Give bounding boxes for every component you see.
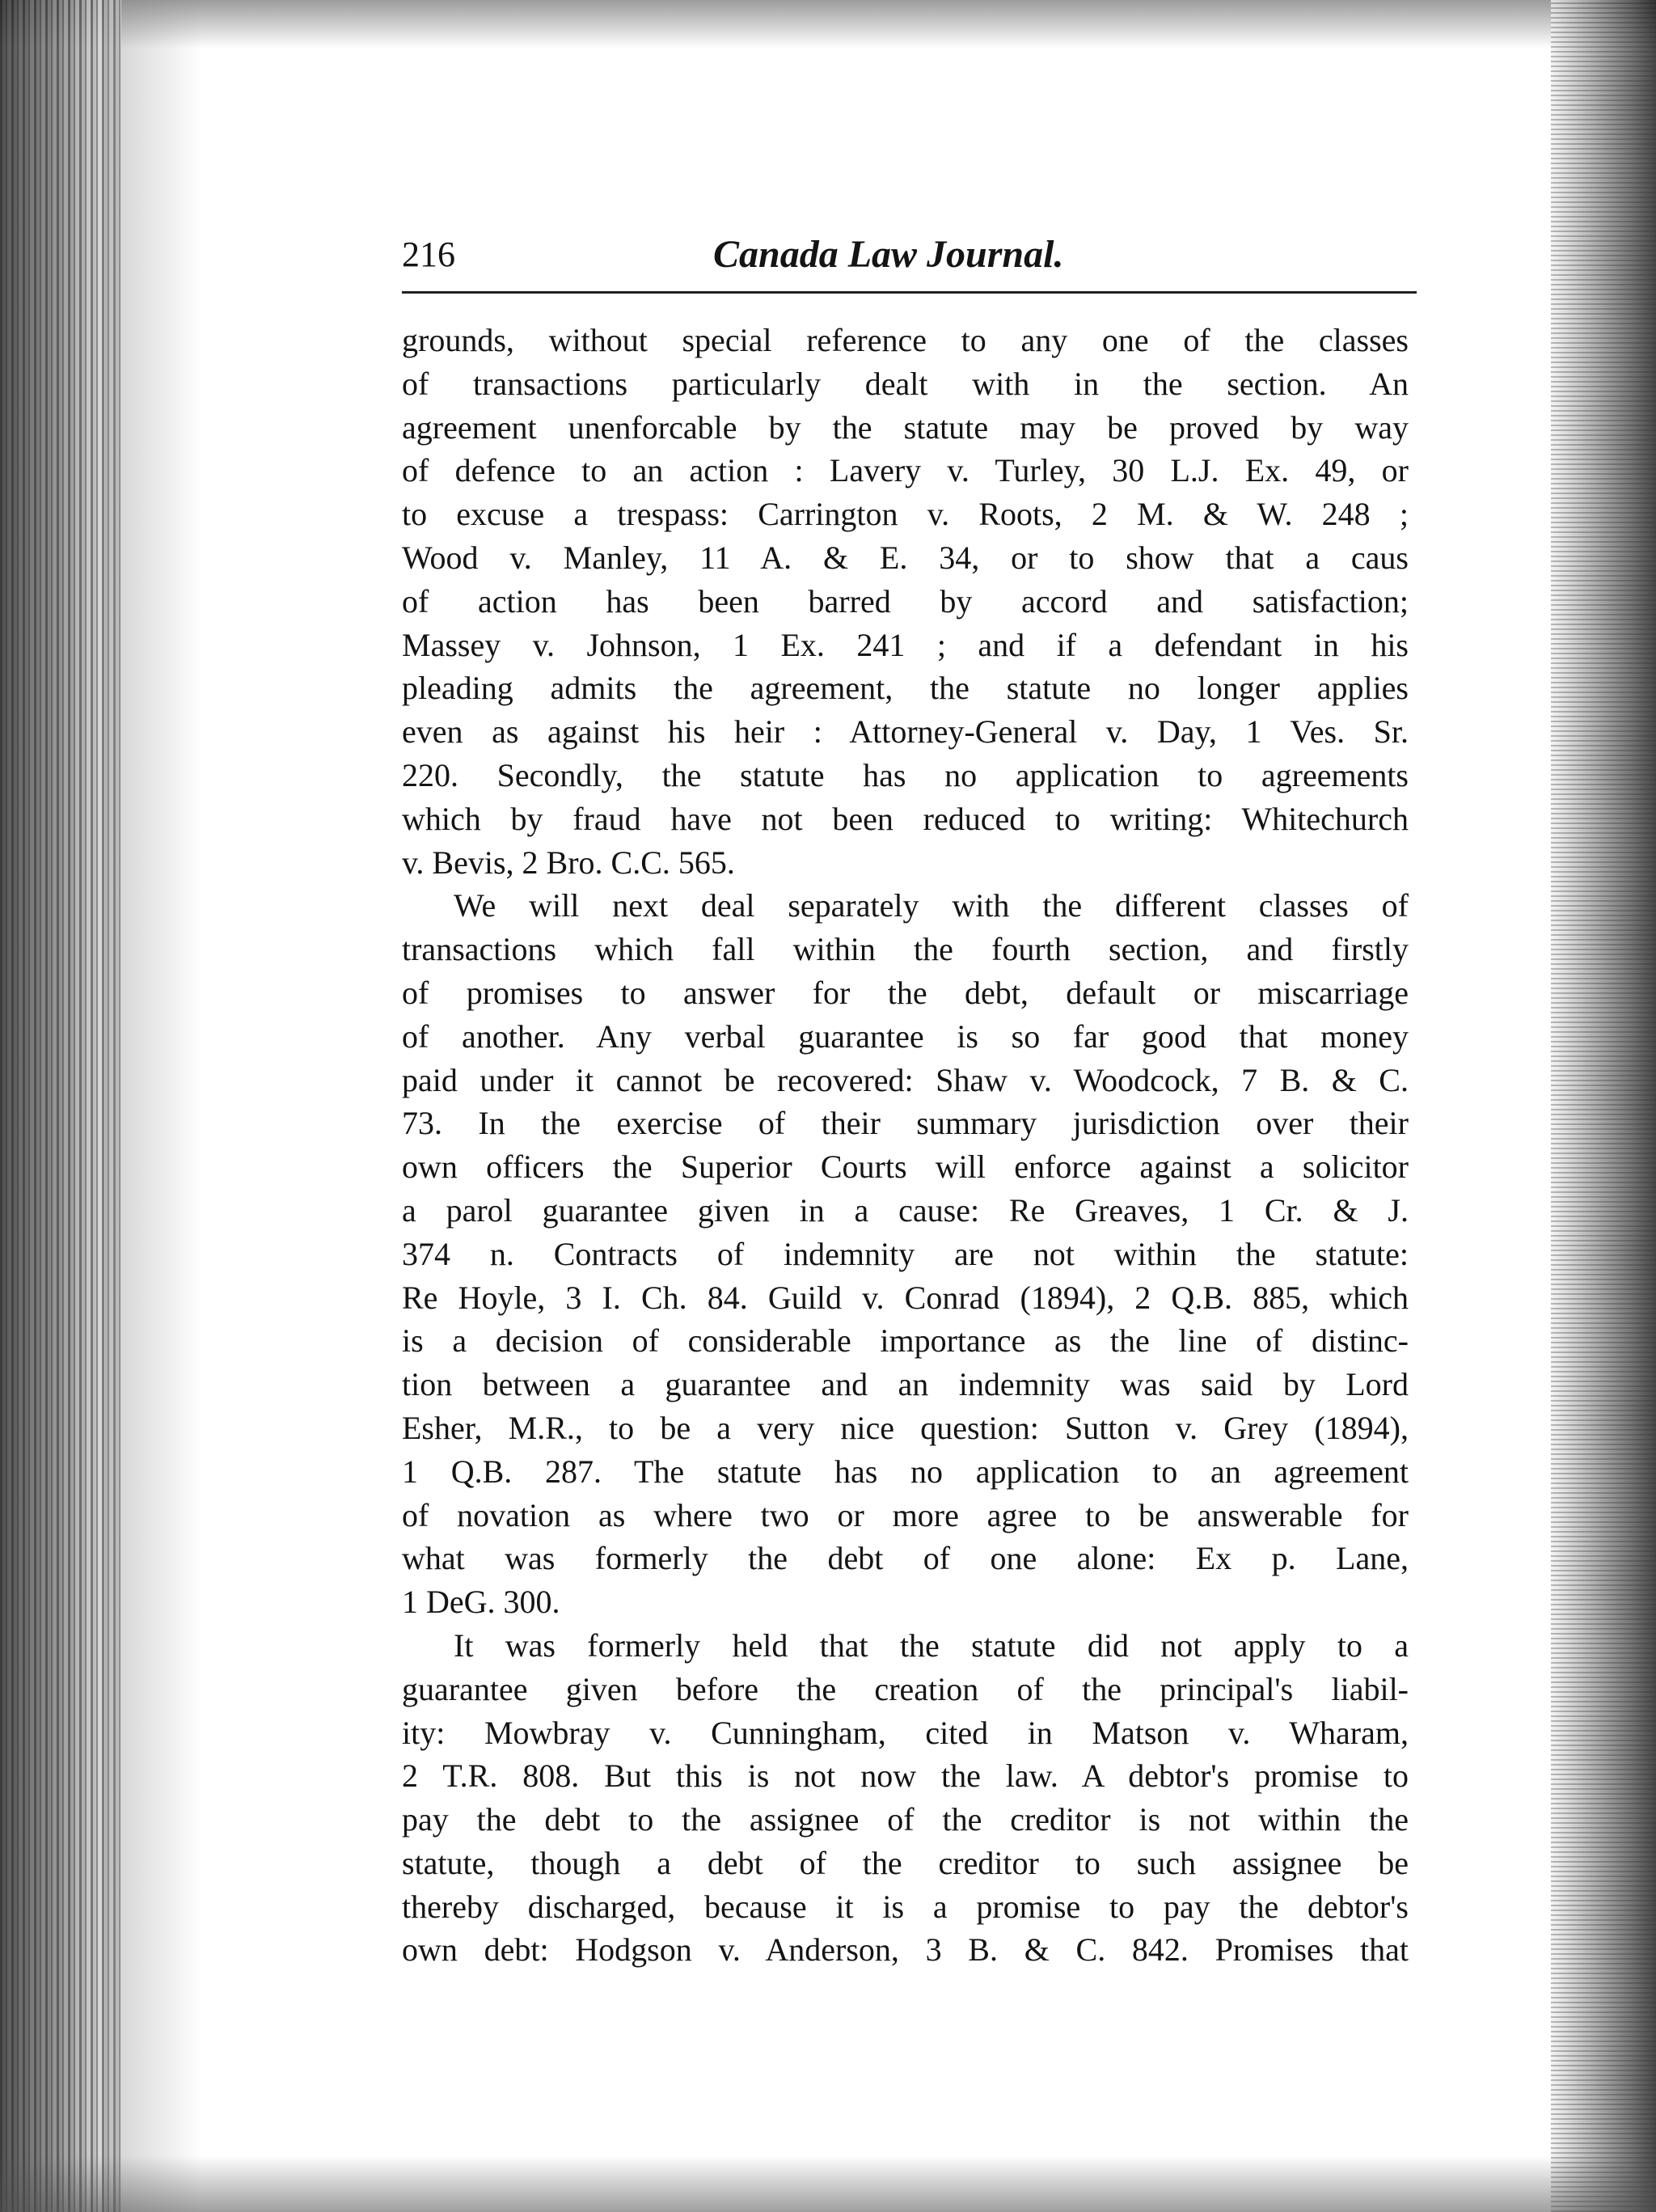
text-line: v. Bevis, 2 Bro. C.C. 565. — [402, 844, 735, 881]
text-line: statute, though a debt of the creditor to such assignee be — [402, 1844, 1409, 1881]
scan-edge-right — [1551, 0, 1656, 2212]
text-line: guarantee given before the creation of the principal's liabil- — [402, 1670, 1409, 1707]
text-line: of novation as where two or more agree to be answerable for — [402, 1496, 1409, 1533]
text-line: Massey v. Johnson, 1 Ex. 241 ; and if a defendant in his — [402, 626, 1409, 663]
text-line: of transactions particularly dealt with in the section. An — [402, 365, 1409, 402]
text-line: 2 T.R. 808. But this is not now the law. A debtor's promise to — [402, 1757, 1409, 1795]
text-line: grounds, without special reference to any one of the classes — [402, 322, 1409, 358]
text-line: own debt: Hodgson v. Anderson, 3 B. & C. 842. Promises that — [402, 1931, 1409, 1969]
text-line: a parol guarantee given in a cause: Re Greaves, 1 Cr. & J. — [402, 1191, 1409, 1229]
header-rule — [402, 291, 1417, 294]
text-line: 220. Secondly, the statute has no application to agreements — [402, 756, 1409, 793]
scan-edge-bottom — [0, 2155, 1656, 2212]
scan-edge-top — [0, 0, 1656, 49]
text-line: 73. In the exercise of their summary jurisdiction over their — [402, 1105, 1409, 1142]
text-line: transactions which fall within the fourth section, and firstly — [402, 931, 1409, 968]
text-line: tion between a guarantee and an indemnity was said by Lord — [402, 1366, 1409, 1403]
text-line: what was formerly the debt of one alone: Ex p. Lane, — [402, 1540, 1409, 1577]
text-line: own officers the Superior Courts will enforce against a solicitor — [402, 1148, 1409, 1186]
text-line: 374 n. Contracts of indemnity are not within the statute: — [402, 1235, 1409, 1272]
text-line: of defence to an action : Lavery v. Turley, 30 L.J. Ex. 49, or — [402, 452, 1409, 489]
text-line: It was formerly held that the statute did not apply to a — [454, 1626, 1409, 1664]
text-line: pay the debt to the assignee of the creditor is not within the — [402, 1801, 1409, 1838]
text-line: thereby discharged, because it is a promise to pay the debtor's — [402, 1888, 1409, 1925]
text-line: paid under it cannot be recovered: Shaw v. Woodcock, 7 B. & C. — [402, 1061, 1409, 1098]
page-header — [402, 226, 1413, 283]
text-line: pleading admits the agreement, the statute no longer applies — [402, 670, 1409, 707]
text-line: 1 DeG. 300. — [402, 1584, 560, 1621]
text-line: is a decision of considerable importance as the line of distinc- — [402, 1322, 1409, 1360]
text-line: of another. Any verbal guarantee is so far good that money — [402, 1017, 1409, 1055]
scan-edge-left — [0, 0, 121, 2212]
journal-title: Canada Law Journal. — [713, 233, 1064, 276]
text-line: Esher, M.R., to be a very nice question: Sutton v. Grey (1894), — [402, 1409, 1409, 1446]
scan-shadow-left — [105, 0, 202, 2212]
body-text — [402, 319, 1409, 1972]
text-line: We will next deal separately with the different classes of — [454, 887, 1409, 924]
text-line: 1 Q.B. 287. The statute has no application to an agreement — [402, 1453, 1409, 1490]
text-line: agreement unenforcable by the statute may be proved by way — [402, 408, 1409, 446]
text-line: of promises to answer for the debt, default or miscarriage — [402, 974, 1409, 1011]
text-line: ity: Mowbray v. Cunningham, cited in Matson v. Wharam, — [402, 1714, 1409, 1751]
text-line: Re Hoyle, 3 I. Ch. 84. Guild v. Conrad (1894), 2 Q.B. 885, which — [402, 1279, 1409, 1316]
page-number: 216 — [402, 235, 455, 274]
text-line: Wood v. Manley, 11 A. & E. 34, or to show that a caus — [402, 539, 1409, 576]
text-line: of action has been barred by accord and satisfaction; — [402, 582, 1409, 620]
text-line: even as against his heir : Attorney-General v. Day, 1 Ves. Sr. — [402, 713, 1409, 751]
text-line: which by fraud have not been reduced to writing: Whitechurch — [402, 800, 1409, 837]
text-line: to excuse a trespass: Carrington v. Roots, 2 M. & W. 248 ; — [402, 496, 1409, 533]
